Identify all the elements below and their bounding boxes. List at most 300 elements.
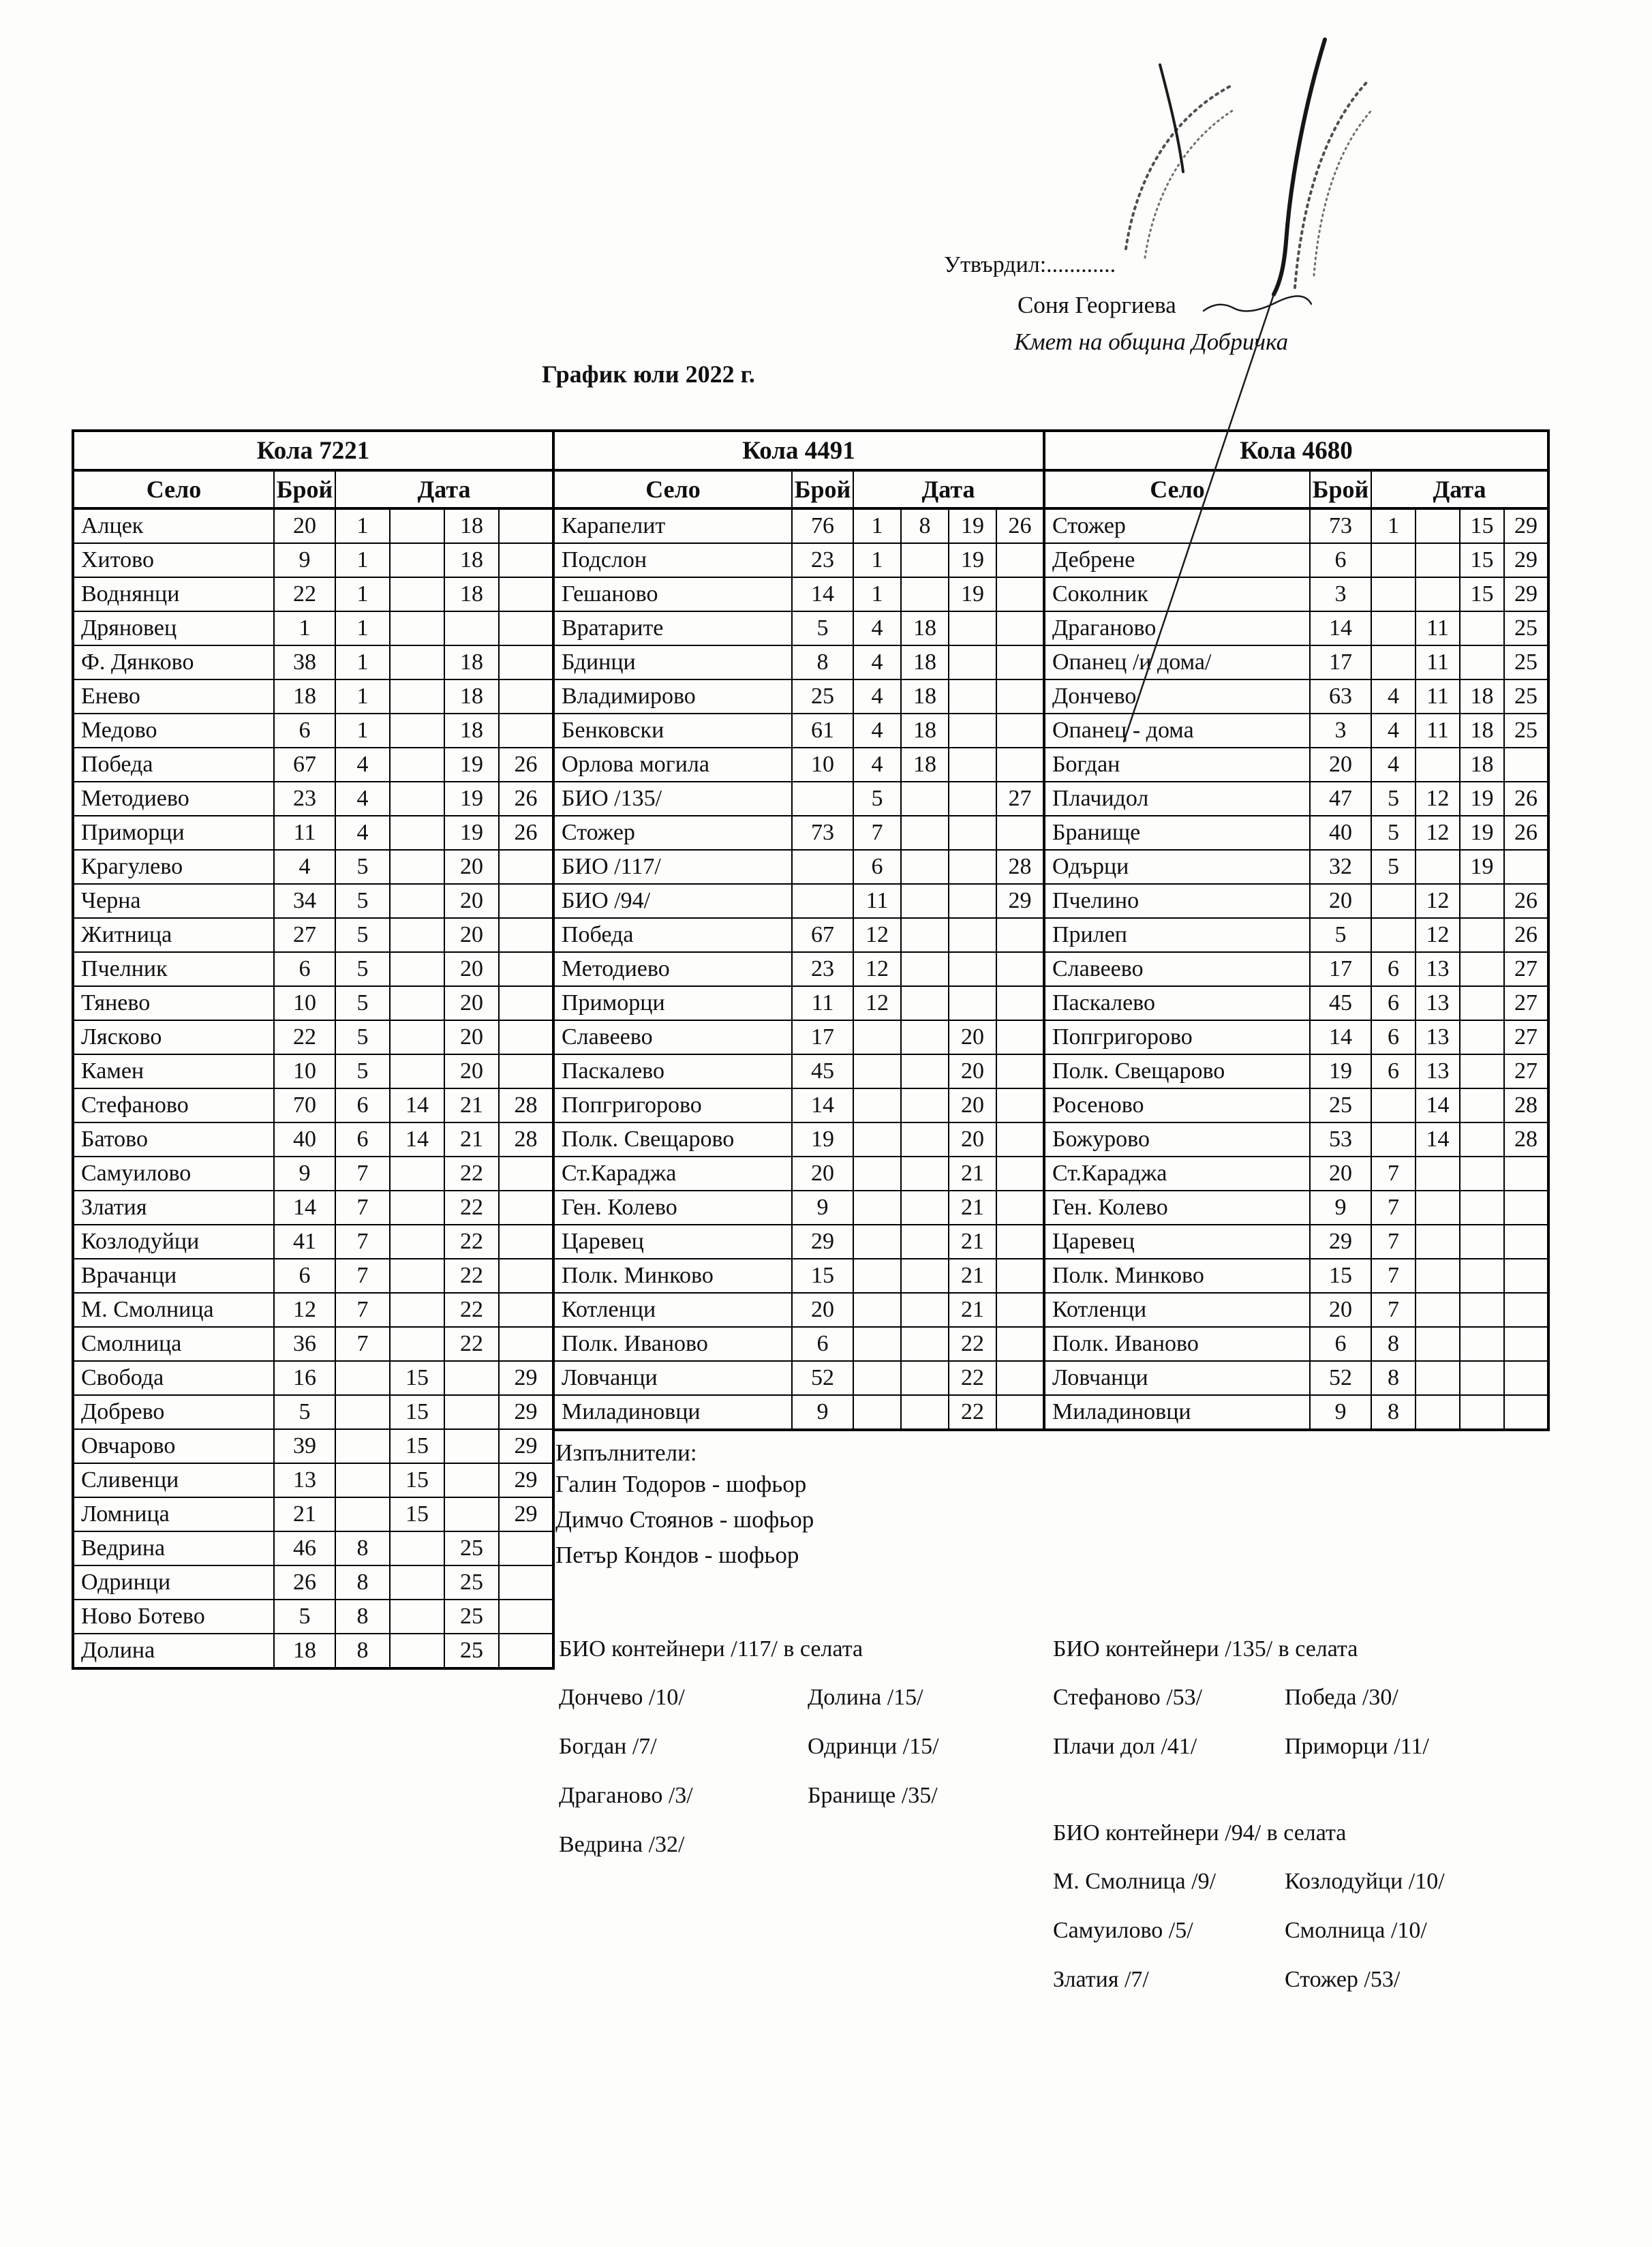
table-row <box>1044 918 1548 952</box>
count-cell: 18 <box>274 679 335 714</box>
bio-heading: БИО контейнери /94/ в селата <box>1053 1820 1347 1846</box>
village-cell: Полк. Иваново <box>1044 1327 1310 1361</box>
date-cell: 29 <box>499 1497 553 1531</box>
count-cell: 20 <box>1310 884 1371 918</box>
table-row <box>553 1293 1044 1327</box>
table-row <box>1044 782 1548 816</box>
village-cell: Житница <box>73 918 274 952</box>
date-cell <box>1371 543 1416 577</box>
date-cell <box>949 679 996 714</box>
table-row <box>73 884 553 918</box>
date-cell <box>996 645 1044 679</box>
date-cell: 22 <box>444 1327 499 1361</box>
schedule-table-kola-4491 <box>552 429 1045 1431</box>
date-cell: 12 <box>1416 816 1460 850</box>
date-cell <box>949 611 996 645</box>
count-cell: 70 <box>274 1088 335 1122</box>
village-cell: Соколник <box>1044 577 1310 611</box>
village-cell: Добрево <box>73 1395 274 1429</box>
date-cell <box>1460 1191 1504 1225</box>
date-cell <box>499 1531 553 1565</box>
count-cell: 15 <box>1310 1259 1371 1293</box>
count-cell: 17 <box>1310 952 1371 986</box>
date-cell <box>1504 1361 1548 1395</box>
village-cell: Ловчанци <box>1044 1361 1310 1395</box>
date-cell: 20 <box>444 986 499 1020</box>
table-row <box>553 577 1044 611</box>
count-cell: 63 <box>1310 679 1371 714</box>
bio-list <box>559 1673 939 1869</box>
date-cell: 19 <box>949 508 996 543</box>
driver-item: Петър Кондов - шофьор <box>555 1542 799 1568</box>
approval-name: Соня Георгиева <box>1018 292 1176 318</box>
date-cell <box>853 1361 901 1395</box>
date-cell <box>390 1531 444 1565</box>
bio-item: М. Смолница /9/ <box>1053 1869 1217 1894</box>
date-cell <box>1416 850 1460 884</box>
date-cell <box>1460 1054 1504 1088</box>
date-cell: 5 <box>1371 850 1416 884</box>
bio-heading: БИО контейнери /117/ в селата <box>559 1636 863 1662</box>
date-cell: 20 <box>949 1088 996 1122</box>
date-cell <box>390 1054 444 1088</box>
village-cell: Стожер <box>1044 508 1310 543</box>
date-cell <box>1504 1327 1548 1361</box>
approval-label: Утвърдил:............ <box>944 252 1116 277</box>
count-cell: 26 <box>274 1565 335 1600</box>
table-row <box>1044 543 1548 577</box>
count-cell: 11 <box>274 816 335 850</box>
date-cell <box>499 508 553 543</box>
count-cell: 6 <box>792 1327 853 1361</box>
table-row <box>553 816 1044 850</box>
date-cell <box>335 1429 390 1463</box>
date-cell: 7 <box>853 816 901 850</box>
count-cell: 3 <box>1310 714 1371 748</box>
village-cell: Медово <box>73 714 274 748</box>
table-row <box>553 1020 1044 1054</box>
date-cell <box>390 679 444 714</box>
count-cell: 16 <box>274 1361 335 1395</box>
village-cell: Вратарите <box>553 611 792 645</box>
date-cell: 26 <box>499 748 553 782</box>
table-row <box>73 543 553 577</box>
table-row <box>73 1429 553 1463</box>
date-cell: 26 <box>499 816 553 850</box>
date-cell: 28 <box>499 1088 553 1122</box>
date-cell <box>996 679 1044 714</box>
date-cell <box>1416 748 1460 782</box>
count-cell: 5 <box>274 1395 335 1429</box>
table-row <box>553 645 1044 679</box>
date-cell: 18 <box>901 611 949 645</box>
date-cell: 18 <box>444 714 499 748</box>
village-cell: Черна <box>73 884 274 918</box>
date-cell: 19 <box>949 543 996 577</box>
table-row <box>553 1157 1044 1191</box>
village-cell: БИО /117/ <box>553 850 792 884</box>
date-cell <box>390 1191 444 1225</box>
date-cell: 8 <box>335 1600 390 1634</box>
village-cell: Пчелник <box>73 952 274 986</box>
date-cell: 4 <box>853 714 901 748</box>
date-cell: 7 <box>335 1293 390 1327</box>
date-cell: 1 <box>335 611 390 645</box>
date-cell: 1 <box>1371 508 1416 543</box>
date-cell <box>1460 1122 1504 1157</box>
table-row <box>73 1020 553 1054</box>
date-cell <box>390 1565 444 1600</box>
date-cell <box>996 1157 1044 1191</box>
approval-role: Кмет на община Добричка <box>1014 328 1289 355</box>
date-cell <box>1371 645 1416 679</box>
date-cell <box>1416 1395 1460 1430</box>
date-cell <box>1416 1259 1460 1293</box>
date-cell <box>390 850 444 884</box>
count-cell: 5 <box>792 611 853 645</box>
date-cell: 6 <box>853 850 901 884</box>
date-cell <box>1504 1191 1548 1225</box>
count-cell: 20 <box>1310 1157 1371 1191</box>
count-cell: 29 <box>1310 1225 1371 1259</box>
count-cell: 25 <box>792 679 853 714</box>
table-row <box>73 986 553 1020</box>
date-cell <box>390 1327 444 1361</box>
table-row <box>73 1361 553 1395</box>
date-cell: 12 <box>853 986 901 1020</box>
date-cell <box>901 1054 949 1088</box>
bio-section-117 <box>559 1625 939 1869</box>
date-cell <box>949 918 996 952</box>
village-cell: Котленци <box>1044 1293 1310 1327</box>
village-cell: Бдинци <box>553 645 792 679</box>
executors-block <box>555 1439 814 1573</box>
date-cell: 15 <box>1460 543 1504 577</box>
bio-item: Самуилово /5/ <box>1053 1918 1193 1943</box>
date-cell: 28 <box>499 1122 553 1157</box>
date-cell <box>1460 1088 1504 1122</box>
table-row <box>553 748 1044 782</box>
village-cell: Методиево <box>553 952 792 986</box>
table-row <box>553 850 1044 884</box>
date-cell: 1 <box>335 577 390 611</box>
date-cell <box>1460 1395 1504 1430</box>
date-cell <box>499 611 553 645</box>
date-cell: 1 <box>853 508 901 543</box>
village-cell: Гешаново <box>553 577 792 611</box>
date-cell: 22 <box>949 1327 996 1361</box>
date-cell: 12 <box>1416 782 1460 816</box>
date-cell: 25 <box>444 1634 499 1668</box>
date-cell: 4 <box>335 782 390 816</box>
bio-list <box>1053 1673 1429 1771</box>
date-cell: 25 <box>444 1565 499 1600</box>
driver-item: Галин Тодоров - шофьор <box>555 1471 807 1497</box>
date-cell <box>499 679 553 714</box>
date-cell <box>499 645 553 679</box>
date-cell: 4 <box>853 611 901 645</box>
date-cell <box>901 1020 949 1054</box>
date-cell <box>996 1293 1044 1327</box>
col-header-date: Дата <box>335 470 553 508</box>
date-cell: 13 <box>1416 986 1460 1020</box>
table-row <box>73 1259 553 1293</box>
count-cell: 73 <box>1310 508 1371 543</box>
date-cell <box>853 1088 901 1122</box>
village-cell: Лясково <box>73 1020 274 1054</box>
table-row <box>553 611 1044 645</box>
date-cell: 6 <box>1371 1054 1416 1088</box>
village-cell: Одринци <box>73 1565 274 1600</box>
table-row <box>1044 1259 1548 1293</box>
schedule-table-kola-4680 <box>1043 429 1550 1431</box>
date-cell: 15 <box>1460 508 1504 543</box>
date-cell <box>996 714 1044 748</box>
date-cell: 18 <box>901 679 949 714</box>
date-cell <box>390 508 444 543</box>
table-row <box>73 952 553 986</box>
date-cell: 5 <box>335 850 390 884</box>
village-cell: Драганово <box>1044 611 1310 645</box>
date-cell: 21 <box>949 1225 996 1259</box>
date-cell: 5 <box>335 918 390 952</box>
table-row <box>553 918 1044 952</box>
date-cell: 29 <box>1504 577 1548 611</box>
date-cell <box>853 1259 901 1293</box>
table-row <box>1044 1361 1548 1395</box>
table-row <box>73 748 553 782</box>
date-cell <box>901 1395 949 1430</box>
village-cell: Долина <box>73 1634 274 1668</box>
date-cell <box>996 918 1044 952</box>
date-cell <box>853 1122 901 1157</box>
date-cell <box>1460 1225 1504 1259</box>
date-cell <box>499 1191 553 1225</box>
date-cell <box>996 1122 1044 1157</box>
date-cell: 25 <box>1504 611 1548 645</box>
table-row <box>73 1600 553 1634</box>
date-cell: 19 <box>1460 782 1504 816</box>
date-cell: 18 <box>444 543 499 577</box>
date-cell <box>901 1361 949 1395</box>
date-cell <box>901 1293 949 1327</box>
date-cell: 11 <box>1416 714 1460 748</box>
date-cell <box>996 1225 1044 1259</box>
count-cell: 11 <box>792 986 853 1020</box>
table-row <box>1044 850 1548 884</box>
village-cell: Златия <box>73 1191 274 1225</box>
date-cell: 1 <box>853 543 901 577</box>
table-row <box>553 952 1044 986</box>
count-cell: 76 <box>792 508 853 543</box>
date-cell: 7 <box>1371 1293 1416 1327</box>
date-cell <box>499 1293 553 1327</box>
table-title-row <box>73 431 553 470</box>
date-cell <box>390 645 444 679</box>
date-cell <box>499 1054 553 1088</box>
table-row <box>553 1191 1044 1225</box>
schedule-table-kola-7221 <box>72 429 555 1670</box>
count-cell: 73 <box>792 816 853 850</box>
date-cell: 6 <box>335 1122 390 1157</box>
date-cell <box>1416 1293 1460 1327</box>
village-cell: Дряновец <box>73 611 274 645</box>
village-cell: Миладиновци <box>553 1395 792 1430</box>
village-cell: Опанец /и дома/ <box>1044 645 1310 679</box>
date-cell: 21 <box>444 1088 499 1122</box>
date-cell: 26 <box>1504 782 1548 816</box>
date-cell: 25 <box>1504 714 1548 748</box>
date-cell <box>444 611 499 645</box>
count-cell: 52 <box>1310 1361 1371 1395</box>
date-cell <box>335 1395 390 1429</box>
village-cell: Победа <box>553 918 792 952</box>
table-row <box>73 1463 553 1497</box>
date-cell <box>390 748 444 782</box>
count-cell: 6 <box>1310 543 1371 577</box>
village-cell: Полк. Свещарово <box>553 1122 792 1157</box>
date-cell <box>335 1497 390 1531</box>
table-row <box>73 679 553 714</box>
date-cell <box>1371 918 1416 952</box>
village-cell: Победа <box>73 748 274 782</box>
table-title: Кола 7221 <box>73 431 553 470</box>
table-row <box>73 611 553 645</box>
date-cell: 4 <box>1371 714 1416 748</box>
date-cell: 15 <box>1460 577 1504 611</box>
date-cell: 15 <box>390 1429 444 1463</box>
date-cell <box>949 645 996 679</box>
date-cell <box>1460 645 1504 679</box>
date-cell: 7 <box>335 1259 390 1293</box>
date-cell: 26 <box>1504 884 1548 918</box>
date-cell: 6 <box>1371 952 1416 986</box>
table-row <box>73 1054 553 1088</box>
date-cell: 1 <box>335 508 390 543</box>
col-header-date: Дата <box>1371 470 1548 508</box>
date-cell: 7 <box>335 1225 390 1259</box>
count-cell: 5 <box>1310 918 1371 952</box>
village-cell: Славеево <box>553 1020 792 1054</box>
village-cell: Хитово <box>73 543 274 577</box>
village-cell: БИО /94/ <box>553 884 792 918</box>
date-cell: 28 <box>996 850 1044 884</box>
date-cell <box>853 1157 901 1191</box>
date-cell <box>853 1327 901 1361</box>
date-cell: 28 <box>1504 1088 1548 1122</box>
village-cell: Овчарово <box>73 1429 274 1463</box>
count-cell: 13 <box>274 1463 335 1497</box>
date-cell <box>901 986 949 1020</box>
date-cell: 5 <box>853 782 901 816</box>
village-cell: Подслон <box>553 543 792 577</box>
date-cell <box>1460 1361 1504 1395</box>
date-cell <box>444 1463 499 1497</box>
count-cell: 20 <box>792 1293 853 1327</box>
date-cell: 7 <box>335 1157 390 1191</box>
date-cell <box>1460 1157 1504 1191</box>
village-cell: Божурово <box>1044 1122 1310 1157</box>
village-cell: Ген. Колево <box>1044 1191 1310 1225</box>
table-row <box>553 884 1044 918</box>
count-cell: 10 <box>274 986 335 1020</box>
date-cell: 20 <box>444 1020 499 1054</box>
village-cell: Приморци <box>553 986 792 1020</box>
date-cell <box>1371 611 1416 645</box>
date-cell: 18 <box>444 679 499 714</box>
date-cell: 14 <box>1416 1088 1460 1122</box>
count-cell: 17 <box>1310 645 1371 679</box>
date-cell <box>1416 1157 1460 1191</box>
count-cell: 34 <box>274 884 335 918</box>
date-cell <box>390 952 444 986</box>
count-cell: 9 <box>1310 1191 1371 1225</box>
village-cell: Полк. Минково <box>553 1259 792 1293</box>
count-cell: 23 <box>792 952 853 986</box>
date-cell: 8 <box>335 1565 390 1600</box>
village-cell: Ломница <box>73 1497 274 1531</box>
date-cell: 4 <box>1371 679 1416 714</box>
village-cell: Врачанци <box>73 1259 274 1293</box>
table-row <box>553 1054 1044 1088</box>
date-cell <box>996 1395 1044 1430</box>
date-cell: 27 <box>1504 986 1548 1020</box>
column-header-row <box>73 470 553 508</box>
village-cell: Паскалево <box>1044 986 1310 1020</box>
date-cell: 21 <box>949 1293 996 1327</box>
date-cell <box>853 1020 901 1054</box>
date-cell <box>949 816 996 850</box>
village-cell: Росеново <box>1044 1088 1310 1122</box>
table-row <box>1044 611 1548 645</box>
bio-item: Смолница /10/ <box>1285 1918 1427 1943</box>
table-row <box>73 1327 553 1361</box>
date-cell <box>499 1565 553 1600</box>
date-cell: 26 <box>499 782 553 816</box>
round-stamp-icon <box>1126 80 1373 288</box>
table-row <box>553 986 1044 1020</box>
village-cell: Ген. Колево <box>553 1191 792 1225</box>
date-cell: 13 <box>1416 1020 1460 1054</box>
count-cell: 40 <box>274 1122 335 1157</box>
date-cell: 29 <box>499 1361 553 1395</box>
date-cell <box>901 850 949 884</box>
table-title: Кола 4491 <box>553 431 1044 470</box>
date-cell: 18 <box>444 577 499 611</box>
date-cell <box>499 1634 553 1668</box>
date-cell <box>390 714 444 748</box>
date-cell <box>901 543 949 577</box>
date-cell: 29 <box>499 1429 553 1463</box>
date-cell: 22 <box>444 1259 499 1293</box>
date-cell <box>499 543 553 577</box>
table-row <box>1044 1225 1548 1259</box>
date-cell: 7 <box>1371 1225 1416 1259</box>
date-cell <box>949 748 996 782</box>
date-cell: 22 <box>949 1361 996 1395</box>
village-cell: Одърци <box>1044 850 1310 884</box>
date-cell: 4 <box>853 679 901 714</box>
bio-item: Приморци /11/ <box>1285 1734 1429 1759</box>
count-cell: 19 <box>792 1122 853 1157</box>
count-cell: 9 <box>792 1395 853 1430</box>
page-title: График юли 2022 г. <box>542 361 755 388</box>
count-cell: 40 <box>1310 816 1371 850</box>
date-cell: 4 <box>335 748 390 782</box>
village-cell: Ново Ботево <box>73 1600 274 1634</box>
date-cell: 18 <box>901 714 949 748</box>
date-cell <box>1371 1088 1416 1122</box>
